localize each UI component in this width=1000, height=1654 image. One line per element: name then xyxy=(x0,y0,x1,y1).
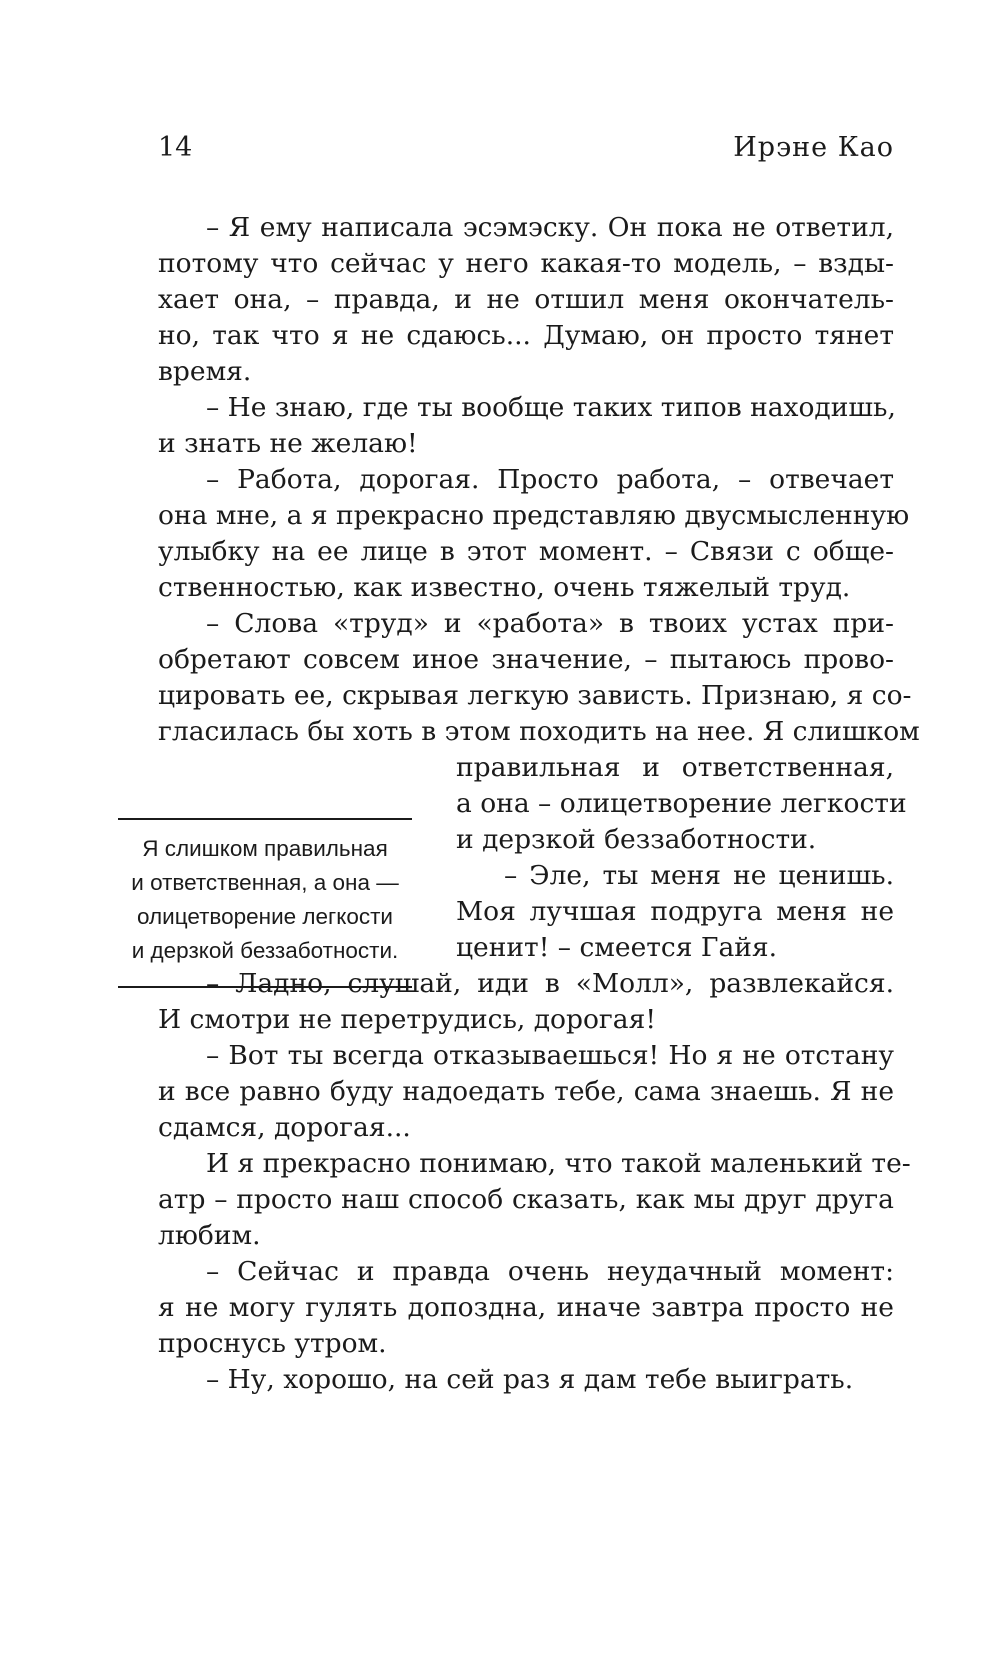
text-line: правильная и ответственная, xyxy=(456,752,894,783)
text-line: ценит! – смеется Гайя. xyxy=(456,932,778,963)
text-line: – Вот ты всегда отказываешься! Но я не отстану xyxy=(206,1040,894,1071)
text-line: время. xyxy=(158,356,252,387)
text-line: – Работа, дорогая. Просто работа, – отвечает xyxy=(206,464,894,495)
text-line: – Не знаю, где ты вообще таких типов находишь, xyxy=(206,392,896,423)
text-line: – Ладно, слушай, иди в «Молл», развлекайся. xyxy=(206,968,894,999)
pull-quote-line: и дерзкой беззаботности. xyxy=(131,938,399,963)
page-header xyxy=(158,128,894,168)
text-line: И смотри не перетрудись, дорогая! xyxy=(158,1004,656,1035)
text-line: гласилась бы хоть в этом походить на нее. Я слишком xyxy=(158,716,920,747)
text-line: она мне, а я прекрасно представляю двусмысленную xyxy=(158,500,910,531)
text-line: – Эле, ты меня не ценишь. xyxy=(504,860,894,891)
pull-quote-bottom-rule xyxy=(118,986,412,988)
text-line: любим. xyxy=(158,1220,261,1251)
text-line: атр – просто наш способ сказать, как мы друг друга xyxy=(158,1184,894,1215)
text-line: а она – олицетворение легкости xyxy=(456,788,907,819)
pull-quote-line: олицетворение легкости xyxy=(136,904,393,929)
page-number: 14 xyxy=(158,132,193,163)
text-line: обретают совсем иное значение, – пытаюсь прово- xyxy=(158,644,894,675)
text-line: проснусь утром. xyxy=(158,1328,387,1359)
pull-quote xyxy=(118,818,412,989)
text-line: и дерзкой беззаботности. xyxy=(456,824,817,855)
text-line: Моя лучшая подруга меня не xyxy=(456,896,894,927)
text-line: – Я ему написала эсэмэску. Он пока не ответил, xyxy=(206,212,894,243)
running-head-author: Ирэне Као xyxy=(733,132,894,163)
text-line: я не могу гулять допоздна, иначе завтра просто не xyxy=(158,1292,894,1323)
text-line: ственностью, как известно, очень тяжелый труд. xyxy=(158,572,851,603)
pull-quote-top-rule xyxy=(118,818,412,820)
text-line: – Слова «труд» и «работа» в твоих устах при- xyxy=(206,608,894,639)
text-line: но, так что я не сдаюсь... Думаю, он просто тянет xyxy=(158,320,894,351)
text-line: и знать не желаю! xyxy=(158,428,418,459)
pull-quote-line: Я слишком правильная xyxy=(142,836,388,861)
text-line: и все равно буду надоедать тебе, сама знаешь. Я не xyxy=(158,1076,894,1107)
text-line: хает она, – правда, и не отшил меня окончатель- xyxy=(158,284,894,315)
text-line: потому что сейчас у него какая-то модель, – взды- xyxy=(158,248,894,279)
text-line: И я прекрасно понимаю, что такой маленький те- xyxy=(206,1148,911,1179)
text-line: улыбку на ее лице в этот момент. – Связи с обще- xyxy=(158,536,894,567)
text-line: цировать ее, скрывая легкую зависть. Признаю, я со- xyxy=(158,680,912,711)
pull-quote-line: и ответственная, а она — xyxy=(131,870,399,895)
text-line: сдамся, дорогая... xyxy=(158,1112,411,1143)
text-line: – Сейчас и правда очень неудачный момент: xyxy=(206,1256,894,1287)
text-line: – Ну, хорошо, на сей раз я дам тебе выиграть. xyxy=(206,1364,854,1395)
